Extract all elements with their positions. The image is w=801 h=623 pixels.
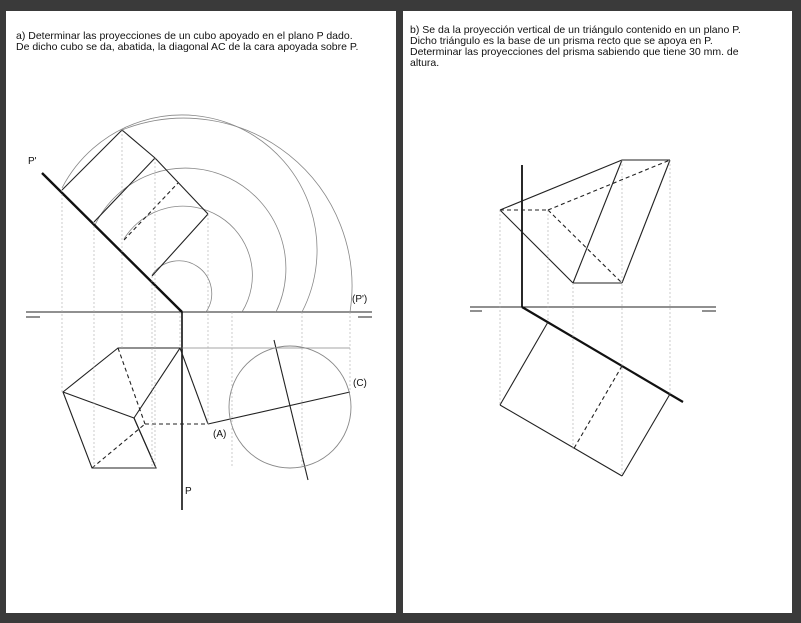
cube-vertical-projection — [62, 130, 208, 276]
prism-vertical-projection — [500, 160, 670, 283]
label-p-vertical-rotated: (P') — [352, 294, 368, 305]
ground-line — [470, 307, 716, 311]
ground-line — [26, 312, 372, 317]
exercise-b-sheet — [403, 11, 792, 613]
label-p-vertical: P' — [28, 156, 37, 167]
exercise-a-sheet — [6, 11, 396, 613]
plane-p-traces — [42, 173, 182, 510]
statement-line: Dicho triángulo es la base de un prisma recto que se apoya en P. — [410, 35, 713, 47]
cube-projection-drawing — [6, 11, 396, 613]
cube-horizontal-projection — [63, 340, 350, 480]
label-point-c: (C) — [353, 378, 367, 389]
prism-projection-drawing — [403, 11, 792, 613]
statement-line: b) Se da la proyección vertical de un triángulo contenido en un plano P. — [410, 24, 741, 36]
statement-line: De dicho cubo se da, abatida, la diagonal AC de la cara apoyada sobre P. — [16, 41, 359, 53]
label-p-horizontal: P — [185, 486, 192, 497]
statement-line: altura. — [410, 57, 440, 69]
label-point-a: (A) — [213, 429, 227, 440]
statement-line: a) Determinar las proyecciones de un cubo apoyado en el plano P dado. — [16, 30, 353, 42]
statement-line: Determinar las proyecciones del prisma sabiendo que tiene 30 mm. de — [410, 46, 739, 58]
